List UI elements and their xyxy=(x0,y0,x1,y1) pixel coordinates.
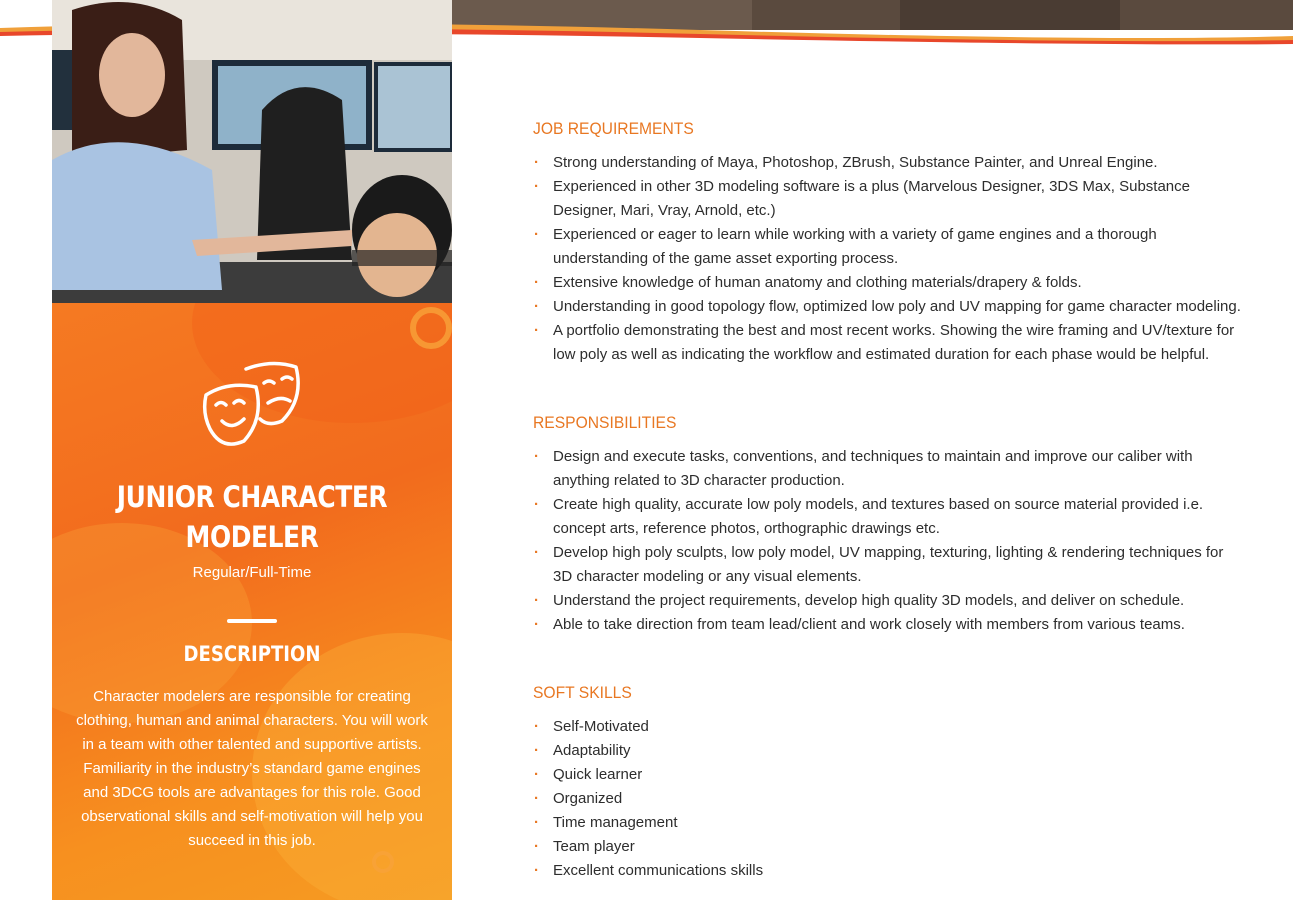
section-title: JOB REQUIREMENTS xyxy=(533,119,694,138)
list-item: · Self-Motivated xyxy=(533,715,1243,739)
job-requirements-section xyxy=(533,117,1243,367)
list-item: · Understand the project requirements, develop high quality 3D models, and deliver on schedule. xyxy=(533,589,1243,613)
office-photo xyxy=(52,0,452,303)
description-heading: DESCRIPTION xyxy=(183,642,321,666)
description-text: Character modelers are responsible for creating clothing, human and animal characters. You will work in a team with other talented and supportive artists. Familiarity in the industry’s standard game engines and 3DCG tools are advantages for this role. Good observational skills and self-motivation will help you succeed in this job. xyxy=(76,688,428,849)
job-type: Regular/Full-Time xyxy=(192,564,312,581)
soft-skills-list xyxy=(533,715,1243,883)
theater-masks-icon xyxy=(200,359,304,449)
list-item: · A portfolio demonstrating the best and most recent works. Showing the wire framing and UV/texture for low poly as well as indicating the workflow and estimated duration for each phase would be helpful. xyxy=(533,319,1243,367)
list-item: · Develop high poly sculpts, low poly model, UV mapping, texturing, lighting & rendering techniques for 3D character modeling or any visual elements. xyxy=(533,541,1243,589)
section-title: SOFT SKILLS xyxy=(533,683,632,702)
list-item: · Organized xyxy=(533,787,1243,811)
job-title: JUNIOR CHARACTER MODELER xyxy=(116,480,388,554)
list-item: · Extensive knowledge of human anatomy and clothing materials/drapery & folds. xyxy=(533,271,1243,295)
list-item: · Experienced or eager to learn while working with a variety of game engines and a thorough understanding of the game asset exporting process. xyxy=(533,223,1243,271)
list-item: · Excellent communications skills xyxy=(533,859,1243,883)
list-item: · Create high quality, accurate low poly models, and textures based on source material provided i.e. concept arts, reference photos, orthographic drawings etc. xyxy=(533,493,1243,541)
list-item: · Quick learner xyxy=(533,763,1243,787)
responsibilities-section xyxy=(533,411,1243,637)
list-item: · Experienced in other 3D modeling software is a plus (Marvelous Designer, 3DS Max, Substance Designer, Mari, Vray, Arnold, etc.) xyxy=(533,175,1243,223)
list-item: · Design and execute tasks, conventions, and techniques to maintain and improve our caliber with anything related to 3D character production. xyxy=(533,445,1243,493)
section-title: RESPONSIBILITIES xyxy=(533,413,677,432)
divider xyxy=(227,619,277,623)
list-item: · Able to take direction from team lead/client and work closely with members from various teams. xyxy=(533,613,1243,637)
job-card xyxy=(52,0,452,900)
requirements-list xyxy=(533,151,1243,367)
list-item: · Time management xyxy=(533,811,1243,835)
list-item: · Adaptability xyxy=(533,739,1243,763)
list-item: · Team player xyxy=(533,835,1243,859)
responsibilities-list xyxy=(533,445,1243,637)
soft-skills-section xyxy=(533,681,1243,883)
list-item: · Understanding in good topology flow, optimized low poly and UV mapping for game character modeling. xyxy=(533,295,1243,319)
list-item: · Strong understanding of Maya, Photoshop, ZBrush, Substance Painter, and Unreal Engine. xyxy=(533,151,1243,175)
job-summary-panel xyxy=(52,303,452,900)
